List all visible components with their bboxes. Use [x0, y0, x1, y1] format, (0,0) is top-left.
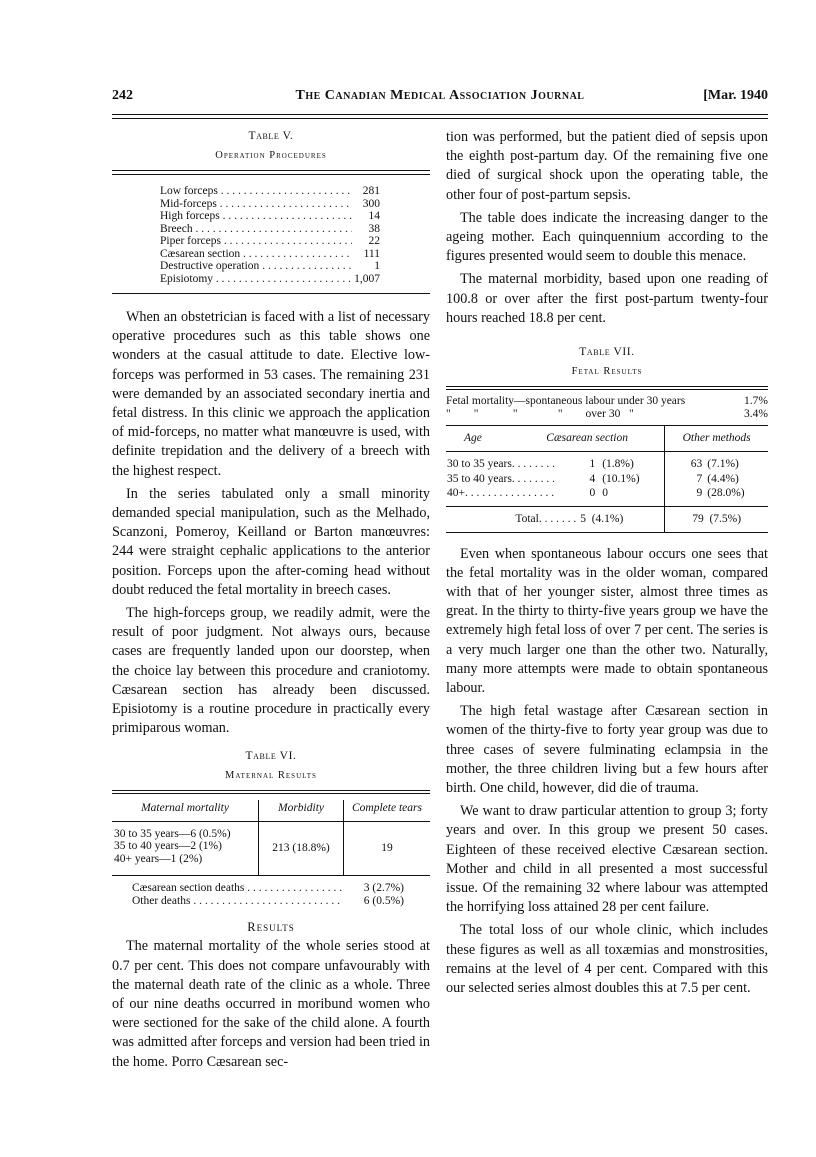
- left-column: [112, 128, 430, 1072]
- other-percent: (4.4%): [707, 472, 739, 485]
- table-5-row: [160, 273, 380, 286]
- row-label: Mid-forceps . . .: [160, 198, 352, 211]
- table-5-subcaption: Operation Procedures: [215, 150, 327, 161]
- deaths-value: 3 (2.7%): [363, 882, 404, 895]
- header-rule: [112, 114, 768, 119]
- age-cell: 40+. . . . . . . . . . . . . . . .: [447, 487, 555, 500]
- mortality-line: 40+ years—1 (2%): [114, 852, 203, 865]
- cs-percent: 0: [596, 486, 665, 501]
- table-row: [446, 472, 768, 487]
- row-value: 300: [362, 197, 380, 210]
- summary-value: 3.4%: [744, 407, 768, 420]
- deaths-row: [132, 882, 404, 895]
- table-7-subcaption: Fetal Results: [571, 366, 643, 378]
- right-column: [446, 128, 768, 998]
- row-label: Destructive operation . . .: [160, 260, 352, 273]
- header-age: Age: [446, 426, 510, 451]
- age-cell: 35 to 40 years. . . . . . . .: [447, 472, 555, 485]
- row-label: Piper forceps . . .: [160, 235, 352, 248]
- other-number: 9: [696, 487, 703, 500]
- paragraph: In the series tabulated only a small minority demanded special manipulation, such as the Melhado, Scanzoni, Pomeroy, Keilland or Barton manœuvres: 244 were straight cephalic applications to the anterior position. Forceps upon the after-coming head without doubt reduced the fetal mortality in breech cases.: [112, 485, 430, 598]
- table-5-row: [160, 223, 380, 236]
- table-5-rule: [112, 170, 430, 175]
- paragraph: The total loss of our whole clinic, which includes these figures as well as all toxæmias and monstrosities, remains at the level of 4 per cent. Compared with this our selected series almost doubles this at 7.5 per cent.: [446, 922, 768, 996]
- table-6-deaths: [132, 882, 404, 907]
- mortality-line: 35 to 40 years—2 (1%): [114, 840, 222, 853]
- row-value: 22: [368, 235, 380, 247]
- table-7: [446, 344, 768, 533]
- row-value: 111: [363, 247, 380, 260]
- total-label: Total: [515, 513, 539, 526]
- left-text-block: [112, 308, 430, 738]
- header-other-methods: Other methods: [665, 426, 768, 451]
- paragraph: The table does indicate the increasing danger to the ageing mother. Each quinquennium according to the figures presented would seem to double this menace.: [446, 209, 768, 265]
- header-maternal-mortality: Maternal mortality: [112, 800, 259, 821]
- results-heading: Results: [247, 920, 295, 935]
- header-morbidity: Morbidity: [259, 800, 344, 821]
- header-caesarean: Cæsarean section: [510, 426, 665, 451]
- journal-title: The Canadian Medical Association Journal: [295, 88, 585, 103]
- total-row: [446, 507, 768, 532]
- other-number: 7: [696, 472, 703, 485]
- summary-label: Fetal mortality—spontaneous labour under 30 years: [446, 395, 686, 408]
- table-5-row: [160, 248, 380, 261]
- deaths-value: 6 (0.5%): [363, 894, 404, 907]
- age-label: 30 to 35 years: [447, 458, 512, 471]
- cs-number: 1: [589, 458, 596, 471]
- row-label: Breech . . .: [160, 223, 352, 236]
- paragraph: When an obstetrician is faced with a list of necessary operative procedures such as this table shows one wonders at the casual attitude to date. Elective low-forceps was performed in 53 cases. The remaining 231 were demanded by an associated secondary inertia and fetal distress. In this clinic we approach the application of mid-forceps, no matter what manœuvre is used, with definite trepidation and the delivery of a breech with the highest respect.: [112, 309, 430, 479]
- row-value: 14: [368, 210, 380, 222]
- summary-value: 1.7%: [744, 395, 768, 408]
- cs-number: 0: [589, 487, 596, 500]
- row-value: 1,007: [354, 272, 380, 285]
- paragraph: The high fetal wastage after Cæsarean section in women of the thirty-five to forty year group was due to three cases of severe fulminating eclampsia in the mother, the three children living but a few hours after birth. One child, however, did die of trauma.: [446, 703, 768, 796]
- cs-percent: (1.8%): [596, 457, 665, 472]
- row-value: 38: [368, 222, 380, 235]
- running-header: [112, 88, 768, 110]
- total-other: 79 (7.5%): [692, 513, 742, 526]
- age-label: 35 to 40 years: [447, 472, 512, 485]
- table-5-row: [160, 210, 380, 223]
- table-7-rule: [446, 386, 768, 390]
- paragraph: The maternal morbidity, based upon one reading of 100.8 or over after the first post-partum twenty-four hours reached 18.8 per cent.: [446, 271, 768, 326]
- other-number: 63: [690, 458, 703, 471]
- table-5-caption: Table V.: [248, 130, 294, 142]
- age-cell: 30 to 35 years. . . . . . . .: [447, 458, 555, 471]
- total-caesarean: 5 (4.1%): [580, 507, 665, 532]
- other-percent: (28.0%): [707, 487, 745, 500]
- table-6-mid-rule: [112, 875, 430, 876]
- cs-number: 4: [589, 472, 596, 485]
- table-5-row: [160, 185, 380, 198]
- table-row: [446, 457, 768, 472]
- table-6-subcaption: Maternal Results: [225, 770, 317, 782]
- age-label: 40+: [447, 487, 465, 500]
- deaths-label: Other deaths . . .: [132, 895, 342, 908]
- paragraph: The high-forceps group, we readily admit, were the result of poor judgment. Not always ours, because cases are frequently landed upon our doorstep, when the choice lay between this procedure and craniotomy. Cæsarean section has already been discussed. Episiotomy is a routine procedure in practically every primiparous woman.: [112, 605, 430, 737]
- table-5-row: [160, 198, 380, 211]
- table-7-grid: [446, 426, 768, 532]
- paragraph: tion was performed, but the patient died of sepsis upon the eighth post-partum day. Of the remaining five one died of surgical shock upon the operating table, the other four of post-partum sepsis.: [446, 129, 768, 203]
- summary-line: [446, 395, 768, 408]
- summary-label: " " " " over 30 ": [446, 407, 634, 420]
- page-number: 242: [112, 88, 133, 103]
- table-7-caption: Table VII.: [579, 346, 635, 359]
- table-7-bottom-rule: [446, 532, 768, 533]
- row-label: High forceps . . .: [160, 210, 352, 223]
- table-6: [112, 748, 430, 907]
- morbidity-cell: 213 (18.8%): [259, 821, 344, 875]
- deaths-label: Cæsarean section deaths . . .: [132, 882, 342, 895]
- other-percent: (7.1%): [707, 458, 739, 471]
- right-text-block: [446, 545, 768, 999]
- header-complete-tears: Complete tears: [344, 800, 431, 821]
- table-5-row: [160, 260, 380, 273]
- row-value: 1: [374, 260, 380, 272]
- mortality-cell: [112, 821, 259, 875]
- table-5-row: [160, 235, 380, 248]
- row-label: Episiotomy . . .: [160, 273, 352, 286]
- table-7-summary: [446, 395, 768, 420]
- paragraph: Even when spontaneous labour occurs one sees that the fetal mortality was in the older woman, compared with that of her younger sister, almost three times as great. In the thirty to thirty-five years group we have the extremely high fetal loss of over 7 per cent. The series is a very much larger one than the other two. Naturally, many more attempts were made to obtain spontaneous labour.: [446, 545, 768, 696]
- table-6-rule: [112, 790, 430, 794]
- table-6-grid: [112, 800, 430, 875]
- table-row: [446, 486, 768, 501]
- deaths-row: [132, 895, 404, 908]
- issue-date: [Mar. 1940: [703, 88, 768, 103]
- mortality-line: 30 to 35 years—6 (0.5%): [114, 827, 231, 840]
- row-label: Cæsarean section . . .: [160, 248, 352, 261]
- row-label: Low forceps . . .: [160, 185, 352, 198]
- summary-line: [446, 408, 768, 421]
- row-value: 281: [362, 185, 380, 197]
- table-6-caption: Table VI.: [245, 750, 297, 763]
- table-5-bottom-rule: [112, 293, 430, 294]
- paragraph: The maternal mortality of the whole series stood at 0.7 per cent. This does not compare unfavourably with the maternal death rate of the clinic as a whole. Three of our nine deaths occurred in moribund women who were sectioned for the sake of the child alone. A fourth was admitted after forceps and version had been tried in the home. Porro Cæsarean sec-: [112, 938, 430, 1070]
- table-5: [112, 128, 430, 294]
- total-cell: Total. . . . . . .: [515, 513, 577, 526]
- paragraph: We want to draw particular attention to group 3; forty years and over. In this group we present 50 cases. Eighteen of these received elective Cæsarean section. Mother and child in all presented a most successful issue. Of the remaining 32 where labour was attempted the horrifying loss attained 28 per cent failure.: [446, 803, 768, 916]
- cs-percent: (10.1%): [596, 472, 665, 487]
- table-5-body: [160, 185, 380, 285]
- complete-tears-cell: 19: [381, 842, 393, 855]
